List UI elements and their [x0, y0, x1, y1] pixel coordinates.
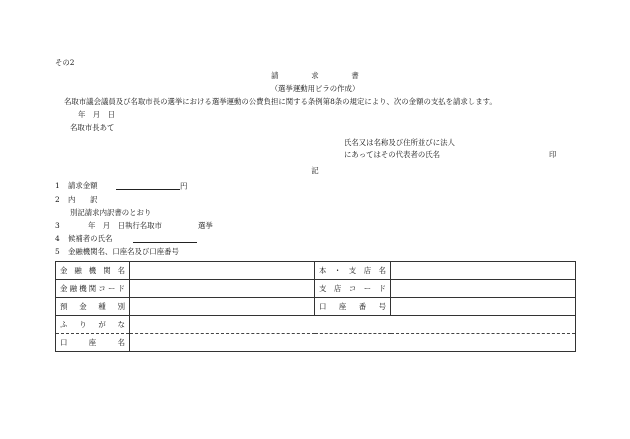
- account-name-field[interactable]: [130, 334, 576, 352]
- document-title: [0, 72, 630, 79]
- title-char: 請: [271, 71, 279, 80]
- claimant-label-line1: 氏名又は名称及び住所並びに法人: [344, 138, 455, 147]
- candidate-name-field[interactable]: [133, 234, 197, 243]
- seal-mark: 印: [549, 150, 557, 159]
- table-row: [56, 334, 576, 352]
- branch-code-label: 支店コード: [315, 280, 391, 298]
- account-name-label: 口座名: [56, 334, 130, 352]
- title-char: 書: [351, 71, 359, 80]
- election-date: 年 月 日執行名取市: [88, 221, 162, 230]
- election-suffix: 選挙: [198, 221, 213, 230]
- bank-info-table: [55, 261, 576, 352]
- table-row: [56, 280, 576, 298]
- branch-name-field[interactable]: [391, 262, 576, 280]
- item-number: 4: [55, 234, 60, 243]
- item-number: 2: [55, 195, 60, 204]
- document-subtitle: （選挙運動用ビラの作成）: [270, 84, 360, 93]
- item-number: 3: [55, 221, 60, 230]
- claimant-label-line2: にあってはその代表者の氏名: [344, 150, 441, 159]
- item-number: 1: [55, 181, 60, 190]
- form-number: その2: [55, 58, 75, 67]
- table-row: [56, 262, 576, 280]
- furigana-field[interactable]: [130, 316, 576, 334]
- claim-amount-label: 請求金額: [68, 181, 98, 190]
- claim-amount-field[interactable]: [116, 181, 187, 190]
- bank-name-field[interactable]: [130, 262, 315, 280]
- bank-code-field[interactable]: [130, 280, 315, 298]
- title-char: 求: [311, 71, 319, 80]
- yen-unit: 円: [180, 181, 188, 191]
- bank-name-label: 金融機関名: [56, 262, 130, 280]
- branch-name-label: 本・支店名: [315, 262, 391, 280]
- addressee: 名取市長あて: [70, 123, 115, 132]
- intro-paragraph: 名取市議会議員及び名取市長の選挙における選挙運動の公費負担に関する条例第8条の規定により、次の金額の支払を請求します。: [64, 97, 497, 106]
- breakdown-label: 内 訳: [68, 195, 98, 204]
- bank-info-label: 金融機関名、口座名及び口座番号: [68, 247, 179, 256]
- bank-code-label: 金融機関コード: [56, 280, 130, 298]
- deposit-type-label: 預金種別: [56, 298, 130, 316]
- deposit-type-field[interactable]: [130, 298, 315, 316]
- account-number-field[interactable]: [391, 298, 576, 316]
- account-number-label: 口座番号: [315, 298, 391, 316]
- item-number: 5: [55, 247, 60, 256]
- breakdown-detail: 別記請求内訳書のとおり: [70, 208, 152, 217]
- candidate-name-label: 候補者の氏名: [68, 234, 113, 243]
- date-line: 年 月 日: [78, 110, 115, 119]
- table-row: [56, 316, 576, 334]
- table-row: [56, 298, 576, 316]
- branch-code-field[interactable]: [391, 280, 576, 298]
- furigana-label: ふりがな: [56, 316, 130, 334]
- ki-heading: 記: [311, 166, 319, 175]
